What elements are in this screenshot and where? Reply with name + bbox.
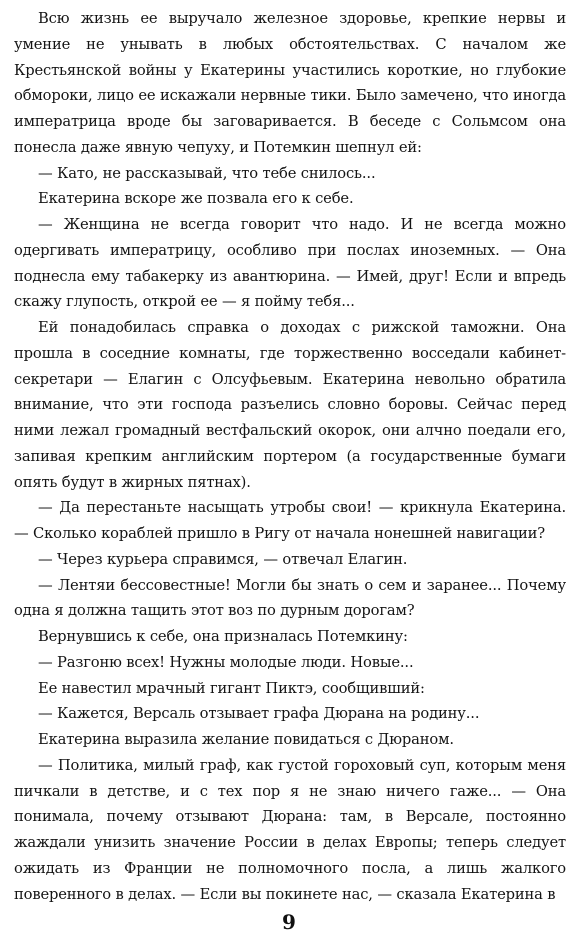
paragraph: Екатерина выразила желание повидаться с Дюраном. [38, 731, 454, 748]
book-page-text [14, 6, 566, 906]
paragraph: Ей понадобилась справка о доходах с рижской таможни. Она прошла в соседние комнаты, где торжественно восседали кабинет-секретари — Елагин с Олсуфьевым. Екатерина невольно обратила внимание, что эти господа разъелись словно боровы. Сейчас перед ними лежал громадный вестфальский окорок, они алчно поедали его, запивая крепким английским портером (а государственные бумаги опять будут в жирных пятнах). [14, 319, 566, 491]
paragraph: — Да перестаньте насыщать утробы свои! — крикнула Екатерина. — Сколько кораблей пришло в Ригу от начала нонешней навигации? [14, 499, 566, 542]
paragraph: — Лентяи бессовестные! Могли бы знать о сем и заранее... Почему одна я должна тащить этот воз по дурным дорогам? [14, 576, 566, 620]
paragraph: Екатерина вскоре же позвала его к себе. [38, 190, 354, 208]
paragraph: Всю жизнь ее выручало железное здоровье, крепкие нервы и умение не унывать в любых обстоятельствах. С началом же Крестьянской войны у Екатерины участились короткие, но глубокие обмороки, лицо ее искажали нервные тики. Было замечено, что иногда императрица вроде бы заговаривается. В беседе с Сольмсом она понесла даже явную чепуху, и Потемкин шепнул ей: [14, 10, 566, 156]
page-number: 9 [282, 910, 296, 934]
paragraph: Ее навестил мрачный гигант Пиктэ, сообщивший: [38, 679, 425, 697]
paragraph: — Через курьера справимся, — отвечал Елагин. [38, 550, 408, 568]
paragraph: — Разгоню всех! Нужны молодые люди. Новые... [38, 653, 414, 671]
paragraph: — Като, не рассказывай, что тебе снилось... [38, 164, 376, 182]
paragraph: — Политика, милый граф, как густой гороховый суп, которым меня пичкали в детстве, и с тех пор я не знаю ничего гаже... — Она понимала, почему отзывают Дюрана: там, в Версале, постоянно жаждали унизить значение России в делах Европы; теперь следует ожидать из Франции не полномочного посла, а лишь жалкого поверенного в делах. — Если вы покинете нас, — сказала Екатерина в [14, 756, 566, 903]
paragraph: — Женщина не всегда говорит что надо. И не всегда можно одергивать императрицу, особливо при послах иноземных. — Она поднесла ему табакерку из авантюрина. — Имей, друг! Если и впредь скажу глупость, открой ее — я пойму тебя... [14, 216, 566, 311]
paragraph: Вернувшись к себе, она призналась Потемкину: [38, 628, 408, 645]
paragraph: — Кажется, Версаль отзывает графа Дюрана на родину... [38, 705, 480, 723]
